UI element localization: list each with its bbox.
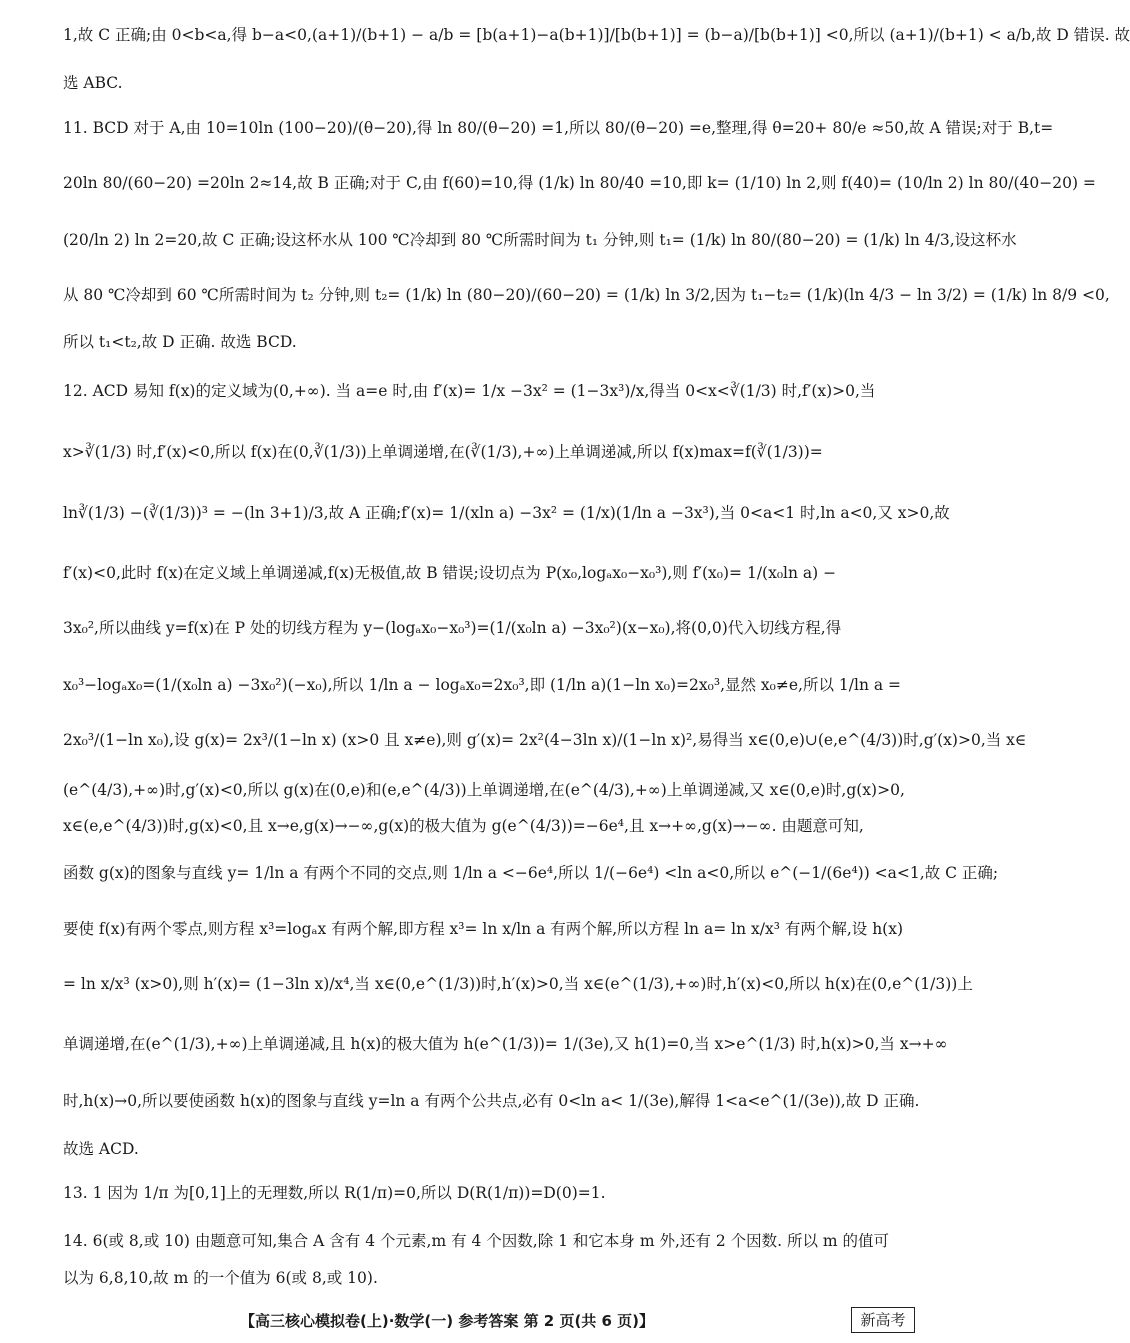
text-line: 时,h(x)→0,所以要使函数 h(x)的图象与直线 y=ln a 有两个公共点,必有 0<ln a< 1/(3e),解得 1<a<e^(1/(3e)),故 D 正确. [63,1092,920,1110]
text-line: ln∛(1/3) −(∛(1/3))³ = −(ln 3+1)/3,故 A 正确;f′(x)= 1/(xln a) −3x² = (1/x)(1/ln a −3x³),当 0<a<1 时,ln a<0,又 x>0,故 [63,504,950,522]
text-line: 函数 g(x)的图象与直线 y= 1/ln a 有两个不同的交点,则 1/ln a <−6e⁴,所以 1/(−6e⁴) <ln a<0,所以 e^(−1/(6e⁴)) <a<1,故 C 正确; [63,864,999,882]
text-line: 3x₀²,所以曲线 y=f(x)在 P 处的切线方程为 y−(logₐx₀−x₀³)=(1/(x₀ln a) −3x₀²)(x−x₀),将(0,0)代入切线方程,得 [63,619,842,637]
text-line: x>∛(1/3) 时,f′(x)<0,所以 f(x)在(0,∛(1/3))上单调递增,在(∛(1/3),+∞)上单调递减,所以 f(x)max=f(∛(1/3))= [63,443,823,461]
text-line: 以为 6,8,10,故 m 的一个值为 6(或 8,或 10). [63,1269,378,1287]
text-line: 所以 t₁<t₂,故 D 正确. 故选 BCD. [63,333,297,351]
text-line: 从 80 ℃冷却到 60 ℃所需时间为 t₂ 分钟,则 t₂= (1/k) ln (80−20)/(60−20) = (1/k) ln 3/2,因为 t₁−t₂= (1/k)(ln 4/3 − ln 3/2) = (1/k) ln 8/9 <0, [63,286,1110,304]
text-line: (e^(4/3),+∞)时,g′(x)<0,所以 g(x)在(0,e)和(e,e^(4/3))上单调递增,在(e^(4/3),+∞)上单调递减,又 x∈(0,e)时,g(x)>0, [63,781,905,799]
text-line: 12. ACD 易知 f(x)的定义域为(0,+∞). 当 a=e 时,由 f′(x)= 1/x −3x² = (1−3x³)/x,得当 0<x<∛(1/3) 时,f′(x)>0,当 [63,382,876,400]
text-line: 2x₀³/(1−ln x₀),设 g(x)= 2x³/(1−ln x) (x>0 且 x≠e),则 g′(x)= 2x²(4−3ln x)/(1−ln x)²,易得当 x∈(0,e)∪(e,e^(4/3))时,g′(x)>0,当 x∈ [63,731,1027,749]
edition-badge: 新高考 [851,1307,915,1333]
text-line: f′(x)<0,此时 f(x)在定义域上单调递减,f(x)无极值,故 B 错误;设切点为 P(x₀,logₐx₀−x₀³),则 f′(x₀)= 1/(x₀ln a) − [63,564,837,582]
text-line: (20/ln 2) ln 2=20,故 C 正确;设这杯水从 100 ℃冷却到 80 ℃所需时间为 t₁ 分钟,则 t₁= (1/k) ln 80/(80−20) = (1/k) ln 4/3,设这杯水 [63,231,1017,249]
text-line: x₀³−logₐx₀=(1/(x₀ln a) −3x₀²)(−x₀),所以 1/ln a − logₐx₀=2x₀³,即 (1/ln a)(1−ln x₀)=2x₀³,显然 x₀≠e,所以 1/ln a = [63,676,902,694]
text-line: 13. 1 因为 1/π 为[0,1]上的无理数,所以 R(1/π)=0,所以 D(R(1/π))=D(0)=1. [63,1184,606,1202]
text-line: 单调递增,在(e^(1/3),+∞)上单调递减,且 h(x)的极大值为 h(e^(1/3))= 1/(3e),又 h(1)=0,当 x>e^(1/3) 时,h(x)>0,当 x→+∞ [63,1035,948,1053]
text-line: 11. BCD 对于 A,由 10=10ln (100−20)/(θ−20),得 ln 80/(θ−20) =1,所以 80/(θ−20) =e,整理,得 θ=20+ 80/e ≈50,故 A 错误;对于 B,t= [63,119,1054,137]
text-line: 1,故 C 正确;由 0<b<a,得 b−a<0,(a+1)/(b+1) − a/b = [b(a+1)−a(b+1)]/[b(b+1)] = (b−a)/[b(b+1)] <0,所以 (a+1)/(b+1) < a/b,故 D 错误. 故 [63,26,1130,44]
text-line: 20ln 80/(60−20) =20ln 2≈14,故 B 正确;对于 C,由 f(60)=10,得 (1/k) ln 80/40 =10,即 k= (1/10) ln 2,则 f(40)= (10/ln 2) ln 80/(40−20) = [63,174,1096,192]
text-line: 故选 ACD. [63,1140,139,1158]
text-line: = ln x/x³ (x>0),则 h′(x)= (1−3ln x)/x⁴,当 x∈(0,e^(1/3))时,h′(x)>0,当 x∈(e^(1/3),+∞)时,h′(x)<0,所以 h(x)在(0,e^(1/3))上 [63,975,973,993]
text-line: 要使 f(x)有两个零点,则方程 x³=logₐx 有两个解,即方程 x³= ln x/ln a 有两个解,所以方程 ln a= ln x/x³ 有两个解,设 h(x) [63,920,904,938]
text-line: 选 ABC. [63,74,123,92]
text-line: x∈(e,e^(4/3))时,g(x)<0,且 x→e,g(x)→−∞,g(x)的极大值为 g(e^(4/3))=−6e⁴,且 x→+∞,g(x)→−∞. 由题意可知, [63,817,864,835]
text-line: 14. 6(或 8,或 10) 由题意可知,集合 A 含有 4 个元素,m 有 4 个因数,除 1 和它本身 m 外,还有 2 个因数. 所以 m 的值可 [63,1232,890,1250]
page-footer: 【高三核心模拟卷(上)·数学(一) 参考答案 第 2 页(共 6 页)】 [240,1312,655,1330]
